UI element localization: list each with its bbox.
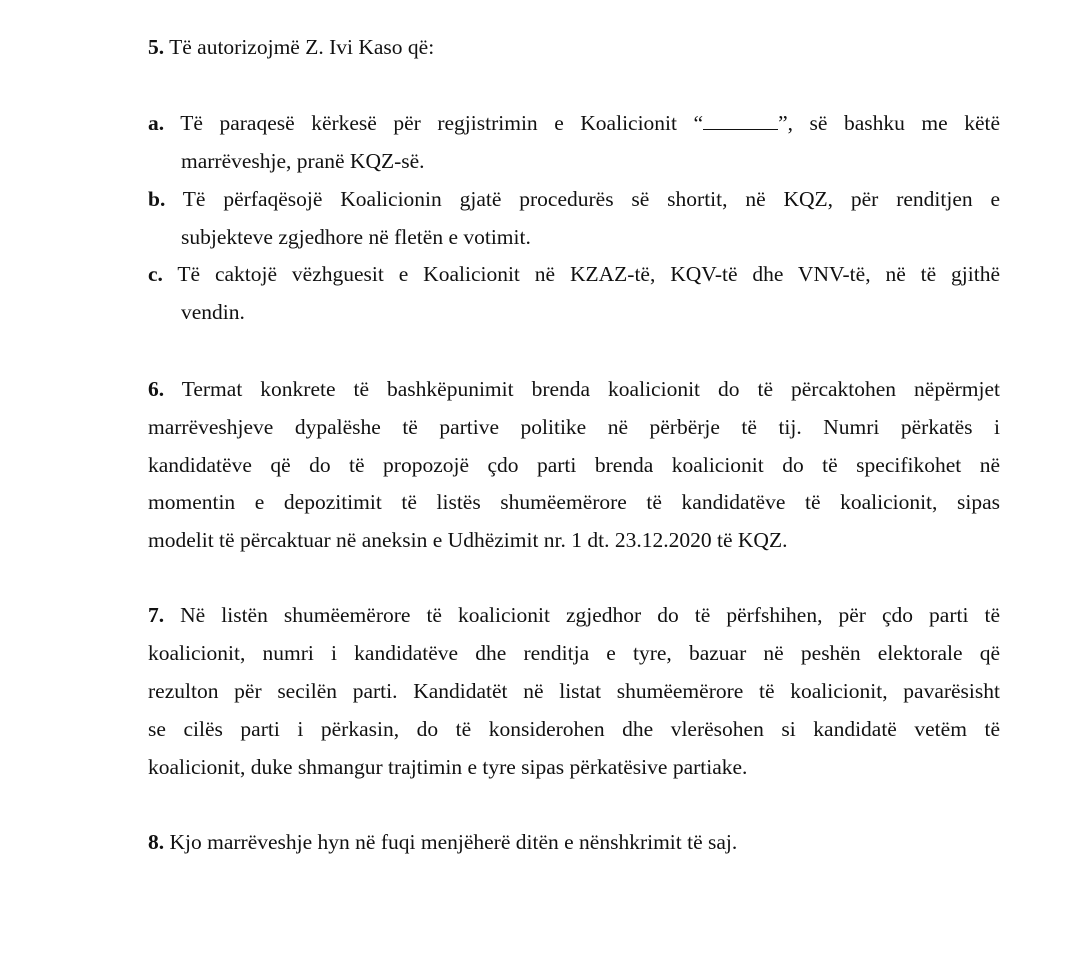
section-7-line-3: rezulton për secilën parti. Kandidatët në listat shumëemërore të koalicionit, pavarësisht: [148, 679, 1000, 703]
item-a-letter: a.: [148, 111, 165, 135]
section-7-line-2: koalicionit, numri i kandidatëve dhe renditja e tyre, bazuar në peshën elektorale që: [148, 641, 1000, 665]
section-7-text: Në listën shumëemërore të koalicionit zgjedhor do të përfshihen, për çdo parti të: [164, 603, 1000, 627]
section-8-text: Kjo marrëveshje hyn në fuqi menjëherë ditën e nënshkrimit të saj.: [164, 830, 738, 854]
section-6-line-2: marrëveshjeve dypalëshe të partive politike në përbërje të tij. Numri përkatës i: [148, 415, 1000, 439]
section-6-line-3: kandidatëve që do të propozojë çdo parti brenda koalicionit do të specifikohet në: [148, 453, 1000, 477]
item-c-letter: c.: [148, 262, 163, 286]
section-8-number: 8.: [148, 830, 165, 854]
item-a-line-2: marrëveshje, pranë KQZ-së.: [181, 149, 425, 173]
coalition-name-blank: [703, 111, 778, 130]
section-7-line-1: [148, 601, 1000, 629]
item-b-text: Të përfaqësojë Koalicionin gjatë procedurës së shortit, në KQZ, për renditjen e: [165, 187, 1000, 211]
item-a-text-before-blank: Të paraqesë kërkesë për regjistrimin e Koalicionit “: [164, 111, 704, 135]
section-7-number: 7.: [148, 603, 165, 627]
section-6-text: Termat konkrete të bashkëpunimit brenda koalicionit do të përcaktohen nëpërmjet: [164, 377, 1000, 401]
item-c-line-1: [148, 260, 1000, 288]
section-7-line-4: se cilës parti i përkasin, do të konsiderohen dhe vlerësohen si kandidatë vetëm të: [148, 717, 1000, 741]
section-8-line-1: [148, 828, 1000, 856]
section-6-number: 6.: [148, 377, 165, 401]
item-b-line-1: [148, 185, 1000, 213]
section-6-line-4: momentin e depozitimit të listës shumëemërore të kandidatëve të koalicionit, sipas: [148, 490, 1000, 514]
section-7-line-5: koalicionit, duke shmangur trajtimin e tyre sipas përkatësive partiake.: [148, 755, 748, 779]
item-a-text-after-blank: ”, së bashku me këtë: [778, 111, 1000, 135]
section-6-line-1: [148, 375, 1000, 403]
item-c-line-2: vendin.: [181, 300, 245, 324]
item-b-line-2: subjekteve zgjedhore në fletën e votimit.: [181, 225, 531, 249]
section-5-number: 5.: [148, 35, 165, 59]
section-6-line-5: modelit të përcaktuar në aneksin e Udhëzimit nr. 1 dt. 23.12.2020 të KQZ.: [148, 528, 788, 552]
item-c-text: Të caktojë vëzhguesit e Koalicionit në KZAZ-të, KQV-të dhe VNV-të, në të gjithë: [162, 262, 1000, 286]
item-a-line-1: [148, 109, 1000, 137]
item-b-letter: b.: [148, 187, 166, 211]
section-5-heading: [148, 33, 1000, 61]
section-5-text: Të autorizojmë Z. Ivi Kaso që:: [164, 35, 435, 59]
